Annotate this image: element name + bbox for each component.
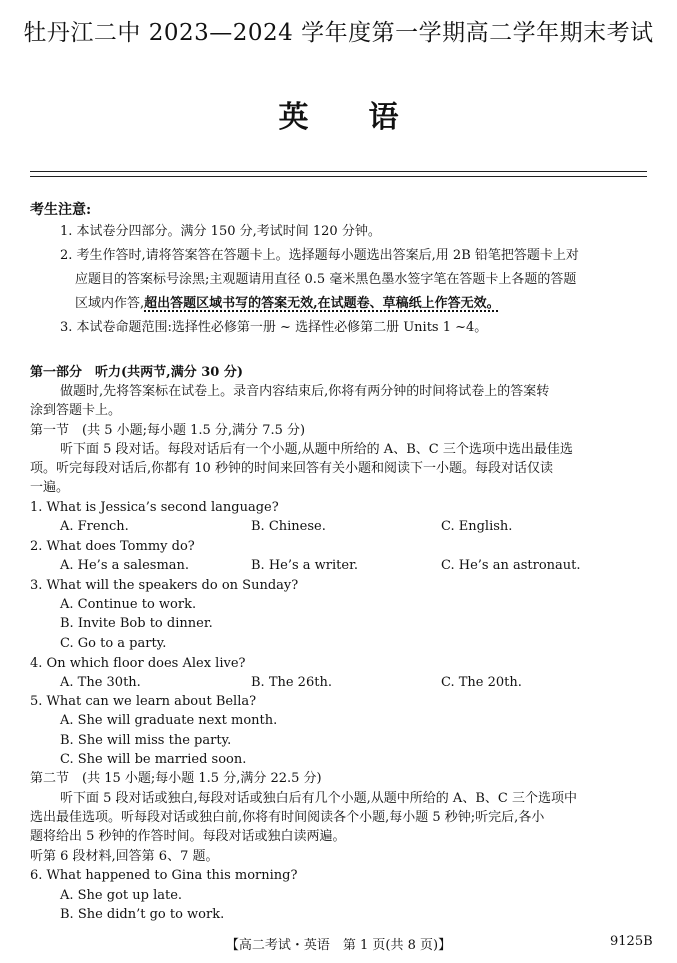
q5-option-b: B. She will miss the party. <box>60 733 232 748</box>
q1-option-b: B. Chinese. <box>251 519 326 534</box>
page-footer: 【高二考试・英语 第 1 页(共 8 页)】 <box>225 938 452 953</box>
q3-option-a: A. Continue to work. <box>60 597 197 612</box>
q1-option-c: C. English. <box>441 519 513 534</box>
notice-item-2-line-2: 应题目的答案标号涂黑;主观题请用直径 0.5 毫米黑色墨水签字笔在答题卡上各题的答题 <box>75 272 577 287</box>
q2-option-a: A. He’s a salesman. <box>60 558 190 573</box>
section2-material: 听第 6 段材料,回答第 6、7 题。 <box>30 849 219 864</box>
q2-option-c: C. He’s an astronaut. <box>441 558 581 573</box>
section2-intro-line-3: 题将给出 5 秒钟的作答时间。每段对话或独白读两遍。 <box>30 829 346 844</box>
part1-heading-title: 第一部分 听力 <box>30 365 122 380</box>
part1-heading <box>30 363 243 382</box>
notice-heading: 考生注意: <box>30 202 92 218</box>
part1-heading-score: (共两节,满分 30 分) <box>121 365 243 380</box>
notice-item-2-line-3-text: 区域内作答, <box>75 296 145 311</box>
divider-line <box>30 176 647 177</box>
notice-item-3: 3. 本试卷命题范围:选择性必修第一册 ~ 选择性必修第二册 Units 1 ~4。 <box>60 320 488 335</box>
part1-intro-line-2: 涂到答题卡上。 <box>30 403 122 418</box>
q3-option-c: C. Go to a party. <box>60 636 167 651</box>
q3-option-b: B. Invite Bob to dinner. <box>60 616 213 631</box>
q4-option-c: C. The 20th. <box>441 675 522 690</box>
notice-item-2-line-1: 2. 考生作答时,请将答案答在答题卡上。选择题每小题选出答案后,用 2B 铅笔把答题卡上对 <box>60 248 579 263</box>
subject-title: 英语 <box>278 100 459 135</box>
question-1: 1. What is Jessica’s second language? <box>30 500 279 515</box>
q5-option-a: A. She will graduate next month. <box>60 713 278 728</box>
notice-emphasis: 超出答题区域书写的答案无效,在试题卷、草稿纸上作答无效。 <box>144 296 500 311</box>
divider-line <box>30 171 647 172</box>
q2-option-b: B. He’s a writer. <box>251 558 359 573</box>
q4-option-a: A. The 30th. <box>60 675 141 690</box>
q6-option-b: B. She didn’t go to work. <box>60 907 225 922</box>
question-5: 5. What can we learn about Bella? <box>30 694 257 709</box>
notice-item-2-line-3 <box>75 294 500 313</box>
question-6: 6. What happened to Gina this morning? <box>30 868 298 883</box>
paper-code: 9125B <box>610 934 653 949</box>
question-4: 4. On which floor does Alex live? <box>30 656 246 671</box>
question-3: 3. What will the speakers do on Sunday? <box>30 578 299 593</box>
question-2: 2. What does Tommy do? <box>30 539 195 554</box>
part1-intro-line-1: 做题时,先将答案标在试卷上。录音内容结束后,你将有两分钟的时间将试卷上的答案转 <box>60 384 550 399</box>
q6-option-a: A. She got up late. <box>60 888 183 903</box>
section2-intro-line-2: 选出最佳选项。听每段对话或独白前,你将有时间阅读各个小题,每小题 5 秒钟;听完后,各小 <box>30 810 545 825</box>
section1-intro-line-2: 项。听完每段对话后,你都有 10 秒钟的时间来回答有关小题和阅读下一小题。每段对话仅读 <box>30 461 553 476</box>
q4-option-b: B. The 26th. <box>251 675 332 690</box>
section2-heading: 第二节 (共 15 小题;每小题 1.5 分,满分 22.5 分) <box>30 771 322 786</box>
notice-item-1: 1. 本试卷分四部分。满分 150 分,考试时间 120 分钟。 <box>60 224 381 239</box>
q1-option-a: A. French. <box>60 519 129 534</box>
exam-title: 牡丹江二中 2023—2024 学年度第一学期高二学年期末考试 <box>23 20 654 46</box>
section1-heading: 第一节 (共 5 小题;每小题 1.5 分,满分 7.5 分) <box>30 423 306 438</box>
section1-intro-line-3: 一遍。 <box>30 480 70 495</box>
q5-option-c: C. She will be married soon. <box>60 752 247 767</box>
section1-intro-line-1: 听下面 5 段对话。每段对话后有一个小题,从题中所给的 A、B、C 三个选项中选出最佳选 <box>60 442 573 457</box>
section2-intro-line-1: 听下面 5 段对话或独白,每段对话或独白后有几个小题,从题中所给的 A、B、C 三个选项中 <box>60 791 577 806</box>
